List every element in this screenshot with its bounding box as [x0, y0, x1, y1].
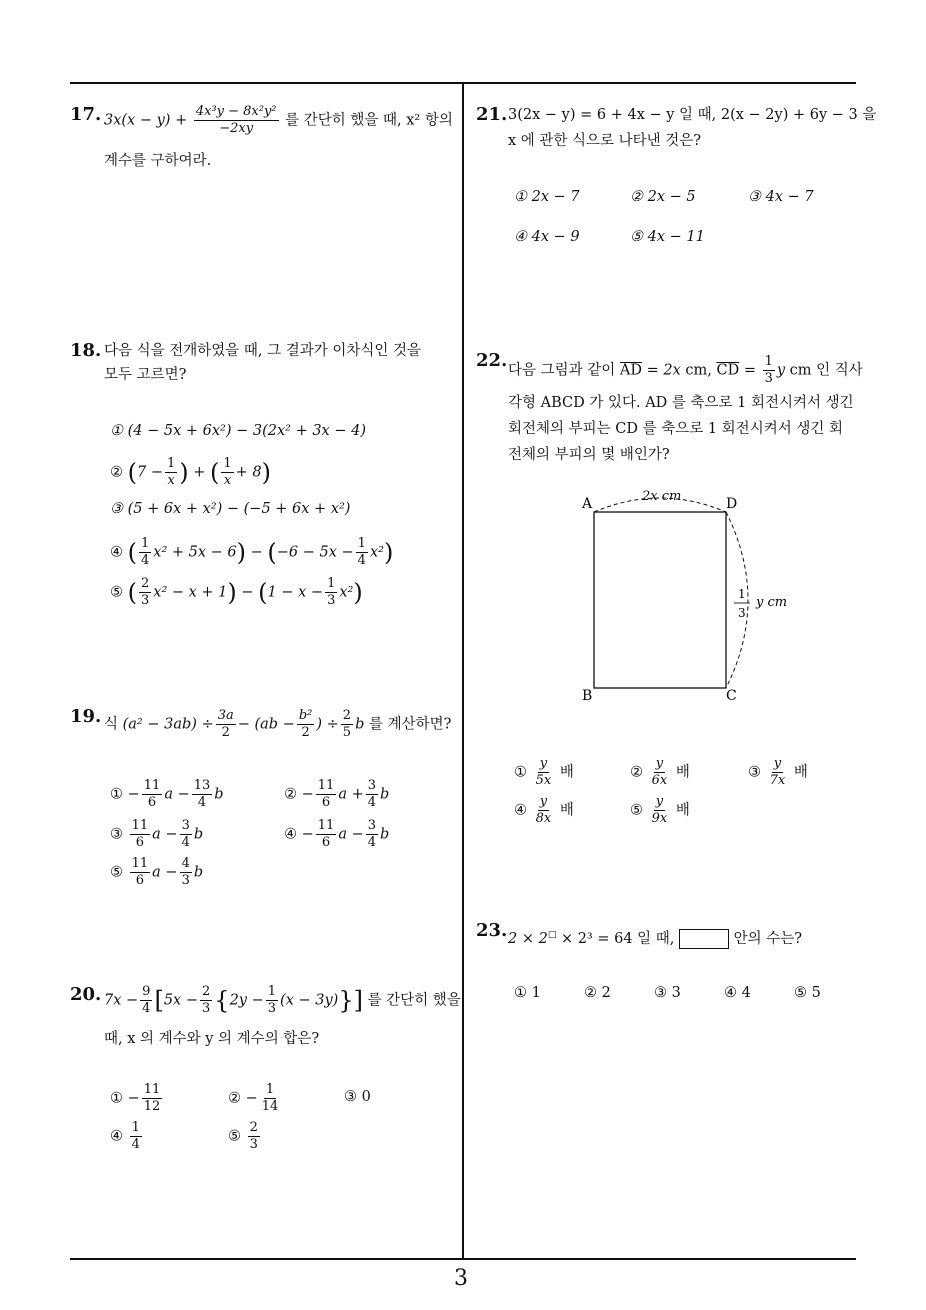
q17-post: 를 간단히 했을 때, x² 항의	[285, 112, 453, 129]
q23-blank-box	[679, 929, 729, 949]
bottom-rule	[70, 1258, 856, 1260]
vertex-A: A	[582, 496, 593, 512]
q19-number: 19.	[70, 706, 102, 727]
q23-line1: 2 × 2□ × 2³ = 64 일 때, 안의 수는?	[508, 930, 803, 947]
q18-option-1[interactable]: ① (4 − 5x + 6x²) − 3(2x² + 3x − 4)	[110, 423, 366, 439]
q19-option-5[interactable]: ⑤ $\frac{11}{6}$ a − $\frac{4}{3}$ b	[110, 856, 204, 888]
q19-option-4[interactable]: ④ − $\frac{11}{6}$ a − $\frac{3}{4}$ b	[284, 818, 390, 850]
q23-option-5[interactable]: ⑤ 5	[794, 985, 821, 1001]
q18-option-4[interactable]: ④ ( $\frac{1}{4}$ x² + 5x − 6) − (−6 − 5x − $\frac{1}{4}$ x²)	[110, 536, 394, 568]
q23-option-3[interactable]: ③ 3	[654, 985, 681, 1001]
q20-number: 20.	[70, 984, 102, 1005]
q20-line1: 7x − $\frac{9}{4}$ [5x − $\frac{2}{3}$ {2y − $\frac{1}{3}$ (x − 3y)}] 를 간단히 했을	[104, 984, 461, 1016]
q20-option-2[interactable]: ② − $\frac{1}{14}$	[228, 1082, 279, 1114]
q21-option-4[interactable]: ④ 4x − 9	[514, 229, 580, 245]
q23-number: 23.	[476, 920, 508, 941]
q20-option-1[interactable]: ① − $\frac{11}{12}$	[110, 1082, 161, 1114]
q17-line2: 계수를 구하여라.	[104, 153, 212, 169]
q17-line1	[104, 104, 453, 137]
q21-option-1[interactable]: ① 2x − 7	[514, 189, 580, 205]
q22-option-5[interactable]: ⑤ $\frac{y}{9x}$ 배	[630, 794, 690, 826]
q18-option-3[interactable]: ③ (5 + 6x + x²) − (−5 + 6x + x²)	[110, 501, 351, 517]
q22-line1: 다음 그림과 같이 $\overline{AD} = 2x$ cm, $\overline{CD}$ = $\frac{1}{3}$ y cm 인 직사	[508, 354, 863, 386]
page-number: 3	[454, 1266, 468, 1291]
q23-option-1[interactable]: ① 1	[514, 985, 541, 1001]
q19-option-1[interactable]: ① − $\frac{11}{6}$ a − $\frac{13}{4}$ b	[110, 778, 224, 810]
q17-fraction: $\frac{\text{4x³y − 8x²y²}}{-2xy}$	[195, 104, 277, 136]
q20-option-5[interactable]: ⑤ $\frac{2}{3}$	[228, 1120, 258, 1152]
q22-option-2[interactable]: ② $\frac{y}{6x}$ 배	[630, 756, 690, 788]
q17-pre: 3x(x − y) +	[104, 112, 188, 129]
q22-rectangle-figure	[570, 482, 800, 712]
q18-line2: 모두 고르면?	[104, 367, 187, 383]
q21-option-5[interactable]: ⑤ 4x − 11	[630, 229, 705, 245]
q20-line2: 때, x 의 계수와 y 의 계수의 합은?	[104, 1031, 320, 1047]
q23-option-4[interactable]: ④ 4	[724, 985, 751, 1001]
q22-number: 22.	[476, 350, 508, 371]
vertex-D: D	[726, 496, 738, 512]
q22-option-4[interactable]: ④ $\frac{y}{8x}$ 배	[514, 794, 574, 826]
side-label-num: 1	[738, 587, 746, 601]
q19-option-2[interactable]: ② − $\frac{11}{6}$ a + $\frac{3}{4}$ b	[284, 778, 390, 810]
side-label-den: 3	[738, 606, 746, 620]
q21-number: 21.	[476, 104, 508, 125]
q18-option-2[interactable]: ② (7 − $\frac{1}{x}$ ) + ( $\frac{1}{x}$ + 8)	[110, 456, 272, 488]
q22-line2: 각형 ABCD 가 있다. AD 를 축으로 1 회전시켜서 생긴	[508, 395, 854, 411]
q21-line2: x 에 관한 식으로 나타낸 것은?	[508, 133, 702, 149]
q19-option-3[interactable]: ③ $\frac{11}{6}$ a − $\frac{3}{4}$ b	[110, 818, 204, 850]
q20-option-3[interactable]: ③ 0	[344, 1089, 371, 1105]
q21-option-2[interactable]: ② 2x − 5	[630, 189, 696, 205]
q20-option-4[interactable]: ④ $\frac{1}{4}$	[110, 1120, 140, 1152]
q23-option-2[interactable]: ② 2	[584, 985, 611, 1001]
q18-line1: 다음 식을 전개하였을 때, 그 결과가 이차식인 것을	[104, 343, 422, 359]
q22-option-3[interactable]: ③ $\frac{y}{7x}$ 배	[748, 756, 808, 788]
q18-option-5[interactable]: ⑤ ( $\frac{2}{3}$ x² − x + 1) − (1 − x − $\frac{1}{3}$ x²)	[110, 576, 363, 608]
q21-option-3[interactable]: ③ 4x − 7	[748, 189, 814, 205]
q17-number: 17.	[70, 104, 102, 125]
top-length-label: 2x cm	[642, 489, 682, 504]
q18-number: 18.	[70, 340, 102, 361]
q19-line1: 식 (a² − 3ab) ÷ $\frac{3a}{2}$ − (ab − $\frac{\text{b²}}{2}$ ) ÷ $\frac{2}{5}$ b 를 계산하면?	[104, 708, 452, 740]
q21-line1: 3(2x − y) = 6 + 4x − y 일 때, 2(x − 2y) + 6y − 3 을	[508, 107, 877, 123]
vertex-B: B	[582, 688, 593, 704]
column-divider	[462, 82, 464, 1259]
vertex-C: C	[726, 688, 737, 704]
side-label-unit: y cm	[756, 595, 788, 610]
q22-line3: 회전체의 부피는 CD 를 축으로 1 회전시켜서 생긴 회	[508, 421, 843, 437]
q22-option-1[interactable]: ① $\frac{y}{5x}$ 배	[514, 756, 574, 788]
q22-line4: 전체의 부피의 몇 배인가?	[508, 447, 670, 463]
